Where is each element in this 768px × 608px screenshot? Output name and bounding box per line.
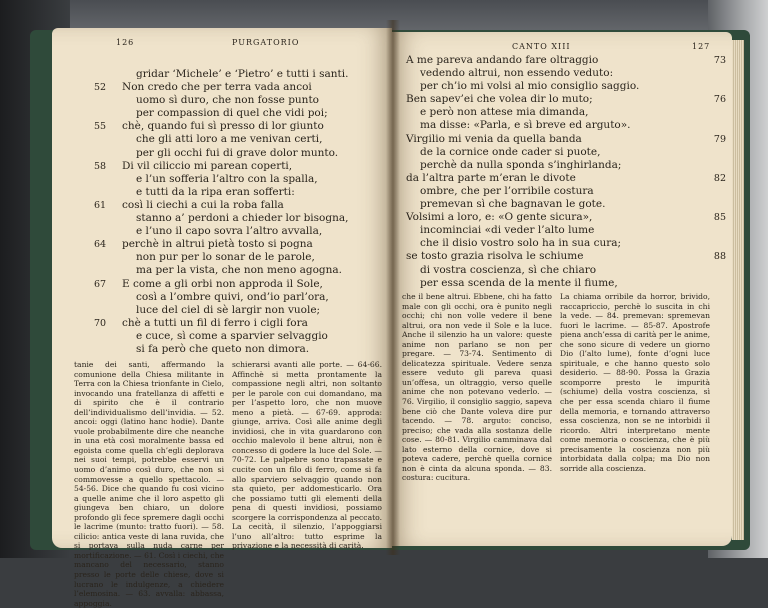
verse-text: per essa scenda de la mente il fiume, xyxy=(420,276,618,289)
verse-line xyxy=(406,54,726,67)
verse-text: e cuce, sì come a sparvier selvaggio xyxy=(136,329,328,342)
verse-line xyxy=(122,330,387,343)
verse-text: premevan sì che bagnavan le gote. xyxy=(420,198,606,211)
verse-line xyxy=(122,94,387,107)
verse-line xyxy=(406,172,726,185)
verse-text: ombre, che per l’orribile costura xyxy=(420,184,594,197)
left-commentary-col1 xyxy=(74,360,224,608)
commentary-text: tanie dei santi, affermando la comunione della Chiesa militante in Terra con la Chiesa trionfante in Cielo, invocando una fratellanza di affetti e di spirito che è il contrario dell’individualismo dell’invidia. — 52. ancoi: oggi (latino hanc hodie). Dante vuole probabilmente dire che neanche in una età così moralmente bassa ed egoista come quella ch’egli deplorava nei suoi tempi, potrebbe esservi un uomo d’animo così duro, che non si commovesse a quello spettacolo. — 54-56. Dice che quando fu così vicino a quelle anime che il loro aspetto gli giungeva ben chiaro, un dolore profondo gli fece spremere dagli occhi le lacrime (munto: tratto fuori). — 58. cilicio: antica veste di lana ruvida, che si portava sulla nuda carne per mortificazione. — 61. Così i ciechi, che mancano del necessario, stanno presso le porte delle chiese, dove si lucrano le indulgenze, a chiedere l’elemosina. — 63. avvalla: abbassa, appoggia. xyxy=(74,360,224,608)
verse-line xyxy=(406,67,726,80)
verse-text: Virgilio mi venia da quella banda xyxy=(406,132,582,145)
verse-line xyxy=(406,159,726,172)
verse-number: 52 xyxy=(94,82,107,94)
verse-line xyxy=(406,185,726,198)
verse-text: di vostra coscienza, sì che chiaro xyxy=(420,263,597,276)
right-page-number: 127 xyxy=(692,42,711,51)
verse-line xyxy=(406,198,726,211)
right-commentary-col1 xyxy=(402,292,552,483)
verse-line xyxy=(406,237,726,250)
verse-text: così li ciechi a cui la roba falla xyxy=(122,198,284,211)
left-running-head: PURGATORIO xyxy=(232,38,300,47)
verse-line xyxy=(94,238,387,251)
verse-text: e l’un sofferia l’altro con la spalla, xyxy=(136,172,318,185)
verse-text: vedendo altrui, non essendo veduto: xyxy=(420,67,614,80)
verse-line xyxy=(406,211,726,224)
verse-line xyxy=(122,186,387,199)
verse-line xyxy=(122,225,387,238)
verse-text: per compassion di quel che vidi poi; xyxy=(136,107,328,120)
left-page-number: 126 xyxy=(116,38,135,47)
verse-number: 70 xyxy=(94,317,107,329)
verse-line xyxy=(94,81,387,94)
verse-text: Non credo che per terra vada ancoi xyxy=(122,81,312,94)
verse-line xyxy=(406,133,726,146)
verse-text: perchè da nulla sponda s’inghirlanda; xyxy=(420,158,622,171)
verse-number: 76 xyxy=(713,94,726,106)
verse-text: Volsimi a loro, e: «O gente sicura», xyxy=(406,211,593,224)
verse-line xyxy=(406,250,726,263)
verse-line xyxy=(122,343,387,356)
verse-text: Ben sapev’ei che volea dir lo muto; xyxy=(406,93,593,106)
verse-line xyxy=(406,264,726,277)
verse-line xyxy=(122,173,387,186)
verse-line xyxy=(122,264,387,277)
right-running-head: CANTO XIII xyxy=(512,42,571,51)
verse-text: E come a gli orbi non approda il Sole, xyxy=(122,277,323,290)
verse-line xyxy=(94,277,387,291)
verse-number: 79 xyxy=(713,133,726,145)
verse-text: da l’altra parte m’eran le divote xyxy=(406,171,576,184)
verse-number: 58 xyxy=(94,160,107,172)
verse-text: per ch’io mi volsi al mio consiglio saggio. xyxy=(420,80,640,93)
verse-number: 82 xyxy=(713,172,726,184)
verse-text: ma disse: «Parla, e sì breve ed arguto». xyxy=(420,119,631,132)
verse-line xyxy=(94,316,387,330)
commentary-text: che il bene altrui. Ebbene, chi ha fatto male con gli occhi, ora è punito negli occhi; chi non volle vedere il bene altrui, ora non vede il Sole e la luce. Anche il silenzio ha un valore: queste anime non parlano se non per pregare. — 73-74. Sentimento di delicatezza spirituale. Vedere senza essere veduto gli pareva quasi un’offesa, un oltraggio, verso quelle anime che non potevano vederlo. — 76. Virgilio, il consiglio saggio, sapeva bene ciò che Dante voleva dire pur tacendo. — 78. arguto: conciso, preciso; che vada alla sostanza delle cose. — 80-81. Virgilio camminava dal lato esterno della cornice, dove si poteva cadere, perchè quella cornice non è cinta da alcuna sponda. — 83. costura: cucitura. xyxy=(402,292,552,483)
verse-line xyxy=(122,304,387,317)
verse-number: 85 xyxy=(713,212,726,224)
verse-number: 55 xyxy=(94,121,107,133)
right-page xyxy=(392,32,732,546)
verse-line xyxy=(94,120,387,133)
verse-text: e tutti da la ripa eran sofferti: xyxy=(136,185,295,198)
left-verse-block xyxy=(94,68,387,356)
verse-text: Di vil ciliccio mi parean coperti, xyxy=(122,159,293,172)
verse-text: così a l’ombre quivi, ond’io parl’ora, xyxy=(136,290,329,303)
verse-line xyxy=(122,251,387,264)
verse-line xyxy=(406,106,726,119)
verse-line xyxy=(94,198,387,212)
verse-number: 64 xyxy=(94,239,107,251)
verse-text: de la cornice onde cader si puote, xyxy=(420,145,601,158)
verse-line xyxy=(406,277,726,290)
verse-text: si fa però che queto non dimora. xyxy=(136,342,310,355)
verse-text: A me pareva andando fare oltraggio xyxy=(406,54,599,66)
right-verse-block xyxy=(406,54,726,290)
verse-text: ma per la vista, che non meno agogna. xyxy=(136,264,342,277)
verse-line xyxy=(122,133,387,146)
verse-text: che il disio vostro solo ha in sua cura; xyxy=(420,237,622,250)
verse-line xyxy=(122,68,387,81)
left-page xyxy=(52,28,392,608)
verse-text: luce del ciel di sè largir non vuole; xyxy=(136,303,321,316)
verse-text: chè a tutti un fil di ferro i cigli fora xyxy=(122,316,308,329)
verse-text: gridar ‘Michele’ e ‘Pietro’ e tutti i santi. xyxy=(136,68,349,80)
verse-line xyxy=(122,107,387,120)
verse-text: stanno a’ perdoni a chieder lor bisogna, xyxy=(136,212,349,225)
verse-line xyxy=(406,146,726,159)
verse-line xyxy=(406,93,726,106)
commentary-text: La chiama orribile da horror, brivido, raccapriccio, perchè lo suscita in chi la vede. — 84. premevan: spremevan fuori le lacrime. — 85-87. Apostrofe piena anch’essa di carità per le anime, che sono sicure di vedere un giorno Dio (l’alto lume), fonte d’ogni luce spirituale, e che hanno questo solo desiderio. — 88-90. Possa la Grazia scomporre presto le impurità (schiume) della vostra coscienza, sì che per essa scenda chiaro il fiume della memoria, e tornando attraverso essa coscienza, non se ne intorbidi il ricordo. Altri interpretano mente come memoria o coscienza, che è più precisamente la coscienza non più intorbidata dalla colpa; ma Dio non sorride alla coscienza. xyxy=(560,292,710,473)
verse-text: che gli atti loro a me venivan certi, xyxy=(136,133,323,146)
verse-line xyxy=(94,159,387,173)
verse-line xyxy=(122,147,387,160)
verse-line xyxy=(122,291,387,304)
verse-text: e l’uno il capo sovra l’altro avvalla, xyxy=(136,225,323,238)
verse-line xyxy=(122,212,387,225)
verse-text: e però non attese mia dimanda, xyxy=(420,106,589,119)
verse-text: non pur per lo sonar de le parole, xyxy=(136,251,315,264)
commentary-text: schierarsi avanti alle porte. — 64-66. Affinchè si metta prontamente la compassione negli altri, non soltanto per le parole con cui domandano, ma per l’aspetto loro, che non muove meno a pietà. — 67-69. approda: giunge, arriva. Così alle anime degli invidiosi, che in vita guardarono con occhio malevolo il bene altrui, non è concesso di godere la luce del Sole. — 70-72. Le palpebre sono trapassate e cucite con un filo di ferro, come si fa allo sparviero selvaggio quando non sta quieto, per addomesticarlo. Ora che possiamo tutti gli elementi della pena di questi invidiosi, possiamo scorgere la corrispondenza al peccato. La cecità, il silenzio, l’appoggiarsi l’uno all’altro: tutto esprime la privazione e la necessità di carità. xyxy=(232,360,382,551)
page-edges xyxy=(732,40,744,540)
verse-text: uomo sì duro, che non fosse punto xyxy=(136,94,319,107)
verse-number: 88 xyxy=(713,251,726,263)
verse-number: 61 xyxy=(94,199,107,211)
verse-text: se tosto grazia risolva le schiume xyxy=(406,250,584,263)
verse-number: 67 xyxy=(94,278,107,290)
verse-line xyxy=(406,80,726,93)
book-spine-shadow xyxy=(386,20,400,555)
verse-text: per gli occhi fui di grave dolor munto. xyxy=(136,146,339,159)
verse-number: 73 xyxy=(713,55,726,66)
verse-text: chè, quando fui sì presso di lor giunto xyxy=(122,120,324,133)
verse-line xyxy=(406,119,726,132)
right-commentary-col2 xyxy=(560,292,710,473)
verse-text: incominciai «di veder l’alto lume xyxy=(420,224,595,237)
verse-text: perchè in altrui pietà tosto si pogna xyxy=(122,238,313,251)
verse-line xyxy=(406,224,726,237)
left-commentary-col2 xyxy=(232,360,382,551)
